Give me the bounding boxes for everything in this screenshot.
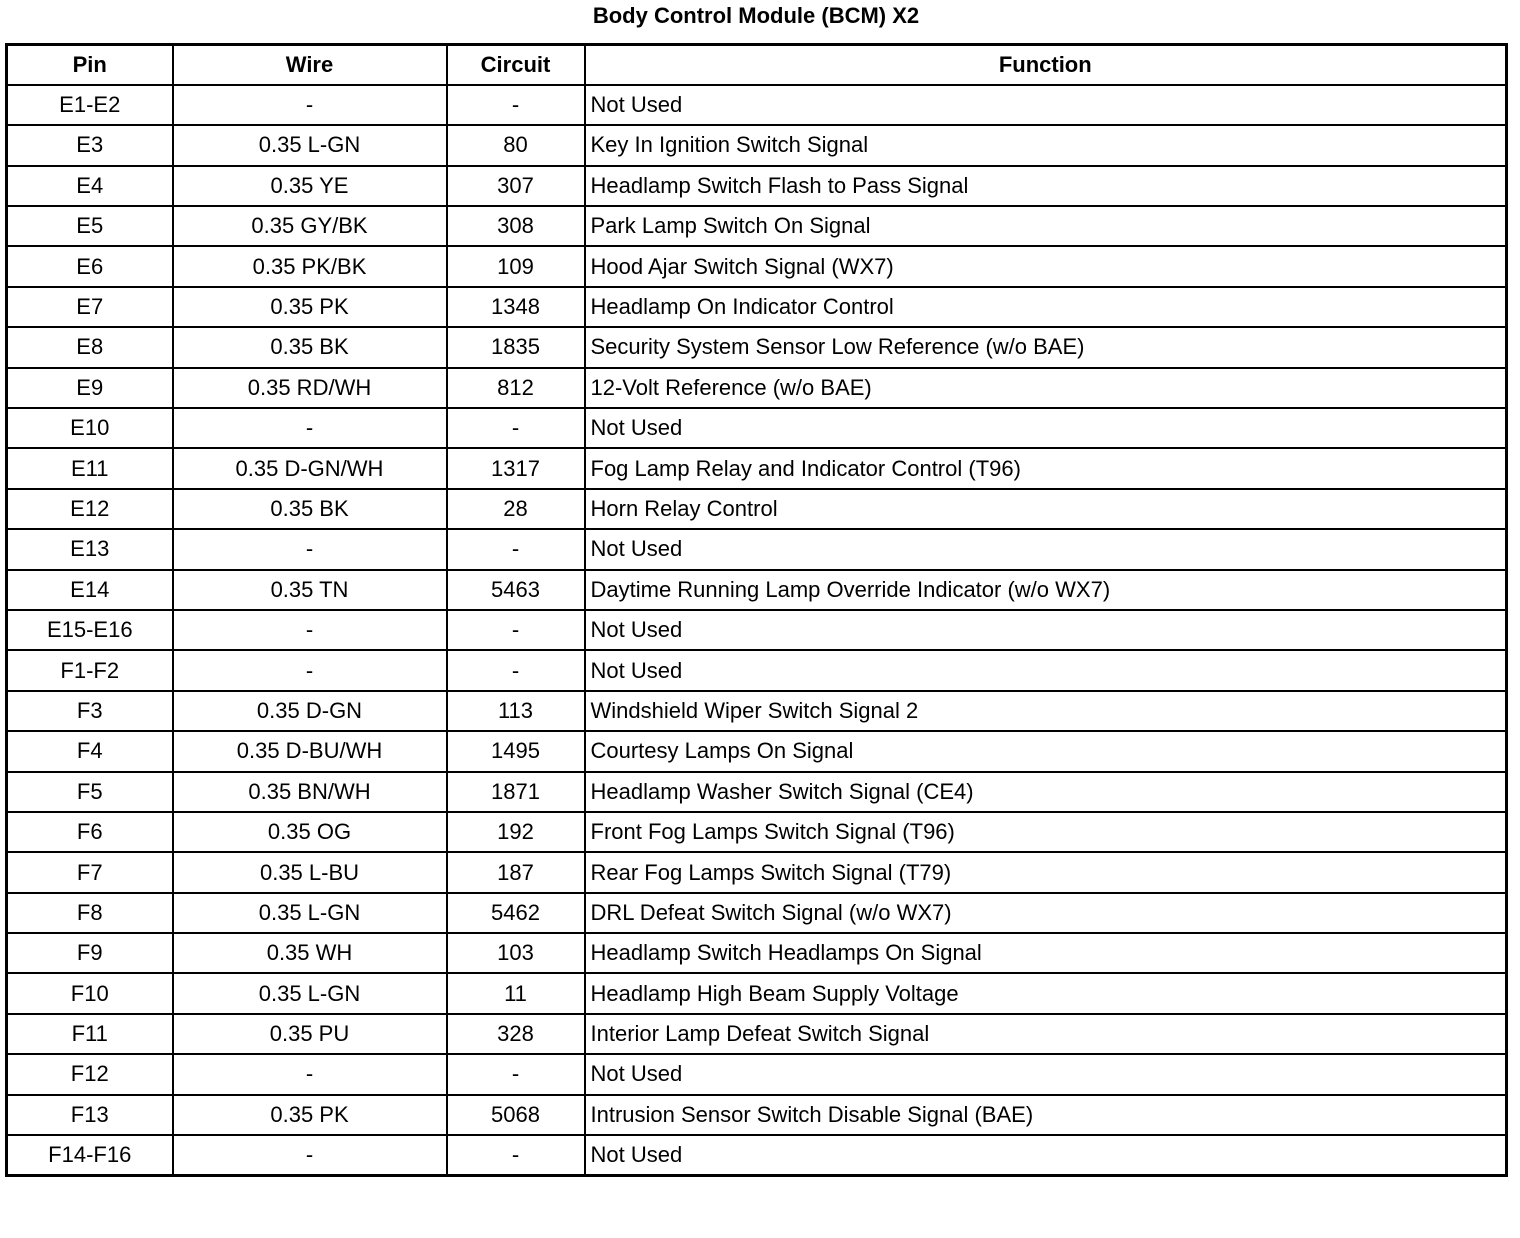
function-cell: Daytime Running Lamp Override Indicator (w/o WX7): [585, 570, 1507, 610]
wire-cell: 0.35 PK: [173, 1095, 447, 1135]
circuit-cell: 1871: [447, 772, 585, 812]
pin-cell: F5: [7, 772, 173, 812]
function-cell: Not Used: [585, 85, 1507, 125]
circuit-cell: 1835: [447, 327, 585, 367]
wire-cell: 0.35 BN/WH: [173, 772, 447, 812]
table-row: [7, 206, 1507, 246]
circuit-cell: -: [447, 1135, 585, 1175]
pin-cell: E9: [7, 368, 173, 408]
table-row: [7, 166, 1507, 206]
table-row: [7, 368, 1507, 408]
circuit-cell: 187: [447, 852, 585, 892]
header-row: [7, 45, 1507, 85]
circuit-cell: -: [447, 529, 585, 569]
table-row: [7, 85, 1507, 125]
table-row: [7, 610, 1507, 650]
circuit-cell: 307: [447, 166, 585, 206]
function-cell: Key In Ignition Switch Signal: [585, 125, 1507, 165]
wire-cell: 0.35 D-BU/WH: [173, 731, 447, 771]
circuit-cell: 308: [447, 206, 585, 246]
table-row: [7, 650, 1507, 690]
circuit-cell: 5462: [447, 893, 585, 933]
wire-cell: -: [173, 529, 447, 569]
wire-cell: -: [173, 1135, 447, 1175]
wire-cell: 0.35 WH: [173, 933, 447, 973]
table-row: [7, 489, 1507, 529]
wire-cell: 0.35 PK/BK: [173, 246, 447, 286]
function-cell: Not Used: [585, 1054, 1507, 1094]
wire-cell: 0.35 L-GN: [173, 893, 447, 933]
function-cell: Headlamp On Indicator Control: [585, 287, 1507, 327]
function-cell: Headlamp Switch Headlamps On Signal: [585, 933, 1507, 973]
table-row: [7, 570, 1507, 610]
table-row: [7, 327, 1507, 367]
function-cell: Fog Lamp Relay and Indicator Control (T96): [585, 448, 1507, 488]
pin-cell: F1-F2: [7, 650, 173, 690]
function-cell: Park Lamp Switch On Signal: [585, 206, 1507, 246]
circuit-cell: -: [447, 85, 585, 125]
pin-cell: E15-E16: [7, 610, 173, 650]
table-row: [7, 125, 1507, 165]
pin-cell: F9: [7, 933, 173, 973]
function-cell: Headlamp Washer Switch Signal (CE4): [585, 772, 1507, 812]
column-header-wire: Wire: [173, 45, 447, 85]
function-cell: Not Used: [585, 650, 1507, 690]
function-cell: Horn Relay Control: [585, 489, 1507, 529]
table-row: [7, 1095, 1507, 1135]
circuit-cell: 5068: [447, 1095, 585, 1135]
pin-cell: E8: [7, 327, 173, 367]
circuit-cell: 1348: [447, 287, 585, 327]
wire-cell: 0.35 D-GN/WH: [173, 448, 447, 488]
table-row: [7, 852, 1507, 892]
wire-cell: -: [173, 650, 447, 690]
page-title: Body Control Module (BCM) X2: [592, 3, 920, 28]
function-cell: Windshield Wiper Switch Signal 2: [585, 691, 1507, 731]
pin-cell: E5: [7, 206, 173, 246]
function-cell: Intrusion Sensor Switch Disable Signal (BAE): [585, 1095, 1507, 1135]
function-cell: Not Used: [585, 529, 1507, 569]
pin-cell: E4: [7, 166, 173, 206]
pin-cell: F6: [7, 812, 173, 852]
pinout-table: [5, 43, 1508, 1177]
circuit-cell: -: [447, 1054, 585, 1094]
wire-cell: 0.35 RD/WH: [173, 368, 447, 408]
wire-cell: 0.35 YE: [173, 166, 447, 206]
pin-cell: E3: [7, 125, 173, 165]
circuit-cell: 80: [447, 125, 585, 165]
wire-cell: 0.35 PU: [173, 1014, 447, 1054]
circuit-cell: 109: [447, 246, 585, 286]
table-row: [7, 893, 1507, 933]
wire-cell: -: [173, 1054, 447, 1094]
table-row: [7, 408, 1507, 448]
circuit-cell: 5463: [447, 570, 585, 610]
wire-cell: -: [173, 85, 447, 125]
pin-cell: E6: [7, 246, 173, 286]
circuit-cell: 328: [447, 1014, 585, 1054]
function-cell: Hood Ajar Switch Signal (WX7): [585, 246, 1507, 286]
function-cell: Headlamp High Beam Supply Voltage: [585, 973, 1507, 1013]
wire-cell: 0.35 L-GN: [173, 973, 447, 1013]
pin-cell: E14: [7, 570, 173, 610]
pin-cell: F10: [7, 973, 173, 1013]
table-row: [7, 973, 1507, 1013]
column-header-function: Function: [585, 45, 1507, 85]
pin-cell: F13: [7, 1095, 173, 1135]
wire-cell: -: [173, 610, 447, 650]
pin-cell: E10: [7, 408, 173, 448]
table-row: [7, 1054, 1507, 1094]
wire-cell: 0.35 BK: [173, 327, 447, 367]
table-row: [7, 812, 1507, 852]
wire-cell: 0.35 L-GN: [173, 125, 447, 165]
table-row: [7, 731, 1507, 771]
function-cell: Not Used: [585, 408, 1507, 448]
circuit-cell: 812: [447, 368, 585, 408]
circuit-cell: 192: [447, 812, 585, 852]
pin-cell: F11: [7, 1014, 173, 1054]
function-cell: Interior Lamp Defeat Switch Signal: [585, 1014, 1507, 1054]
table-row: [7, 448, 1507, 488]
wire-cell: 0.35 L-BU: [173, 852, 447, 892]
column-header-pin: Pin: [7, 45, 173, 85]
pin-cell: F7: [7, 852, 173, 892]
wire-cell: 0.35 GY/BK: [173, 206, 447, 246]
wire-cell: 0.35 BK: [173, 489, 447, 529]
circuit-cell: 11: [447, 973, 585, 1013]
table-row: [7, 287, 1507, 327]
pin-cell: E11: [7, 448, 173, 488]
table-row: [7, 1135, 1507, 1175]
pin-cell: F3: [7, 691, 173, 731]
pin-cell: E13: [7, 529, 173, 569]
column-header-circuit: Circuit: [447, 45, 585, 85]
pin-cell: F8: [7, 893, 173, 933]
circuit-cell: 1495: [447, 731, 585, 771]
wire-cell: 0.35 D-GN: [173, 691, 447, 731]
wire-cell: 0.35 OG: [173, 812, 447, 852]
table-row: [7, 529, 1507, 569]
circuit-cell: 1317: [447, 448, 585, 488]
function-cell: Rear Fog Lamps Switch Signal (T79): [585, 852, 1507, 892]
table-row: [7, 246, 1507, 286]
function-cell: Not Used: [585, 1135, 1507, 1175]
table-body: [7, 85, 1507, 1176]
wire-cell: 0.35 PK: [173, 287, 447, 327]
function-cell: Courtesy Lamps On Signal: [585, 731, 1507, 771]
pin-cell: E12: [7, 489, 173, 529]
table-row: [7, 1014, 1507, 1054]
pin-cell: E1-E2: [7, 85, 173, 125]
circuit-cell: 113: [447, 691, 585, 731]
function-cell: Headlamp Switch Flash to Pass Signal: [585, 166, 1507, 206]
circuit-cell: 28: [447, 489, 585, 529]
circuit-cell: -: [447, 610, 585, 650]
pin-cell: F14-F16: [7, 1135, 173, 1175]
circuit-cell: -: [447, 650, 585, 690]
wire-cell: -: [173, 408, 447, 448]
function-cell: Security System Sensor Low Reference (w/o BAE): [585, 327, 1507, 367]
pin-cell: E7: [7, 287, 173, 327]
table-row: [7, 772, 1507, 812]
function-cell: Not Used: [585, 610, 1507, 650]
function-cell: 12-Volt Reference (w/o BAE): [585, 368, 1507, 408]
wire-cell: 0.35 TN: [173, 570, 447, 610]
pin-cell: F4: [7, 731, 173, 771]
table-row: [7, 691, 1507, 731]
circuit-cell: 103: [447, 933, 585, 973]
function-cell: DRL Defeat Switch Signal (w/o WX7): [585, 893, 1507, 933]
pin-cell: F12: [7, 1054, 173, 1094]
function-cell: Front Fog Lamps Switch Signal (T96): [585, 812, 1507, 852]
circuit-cell: -: [447, 408, 585, 448]
table-row: [7, 933, 1507, 973]
